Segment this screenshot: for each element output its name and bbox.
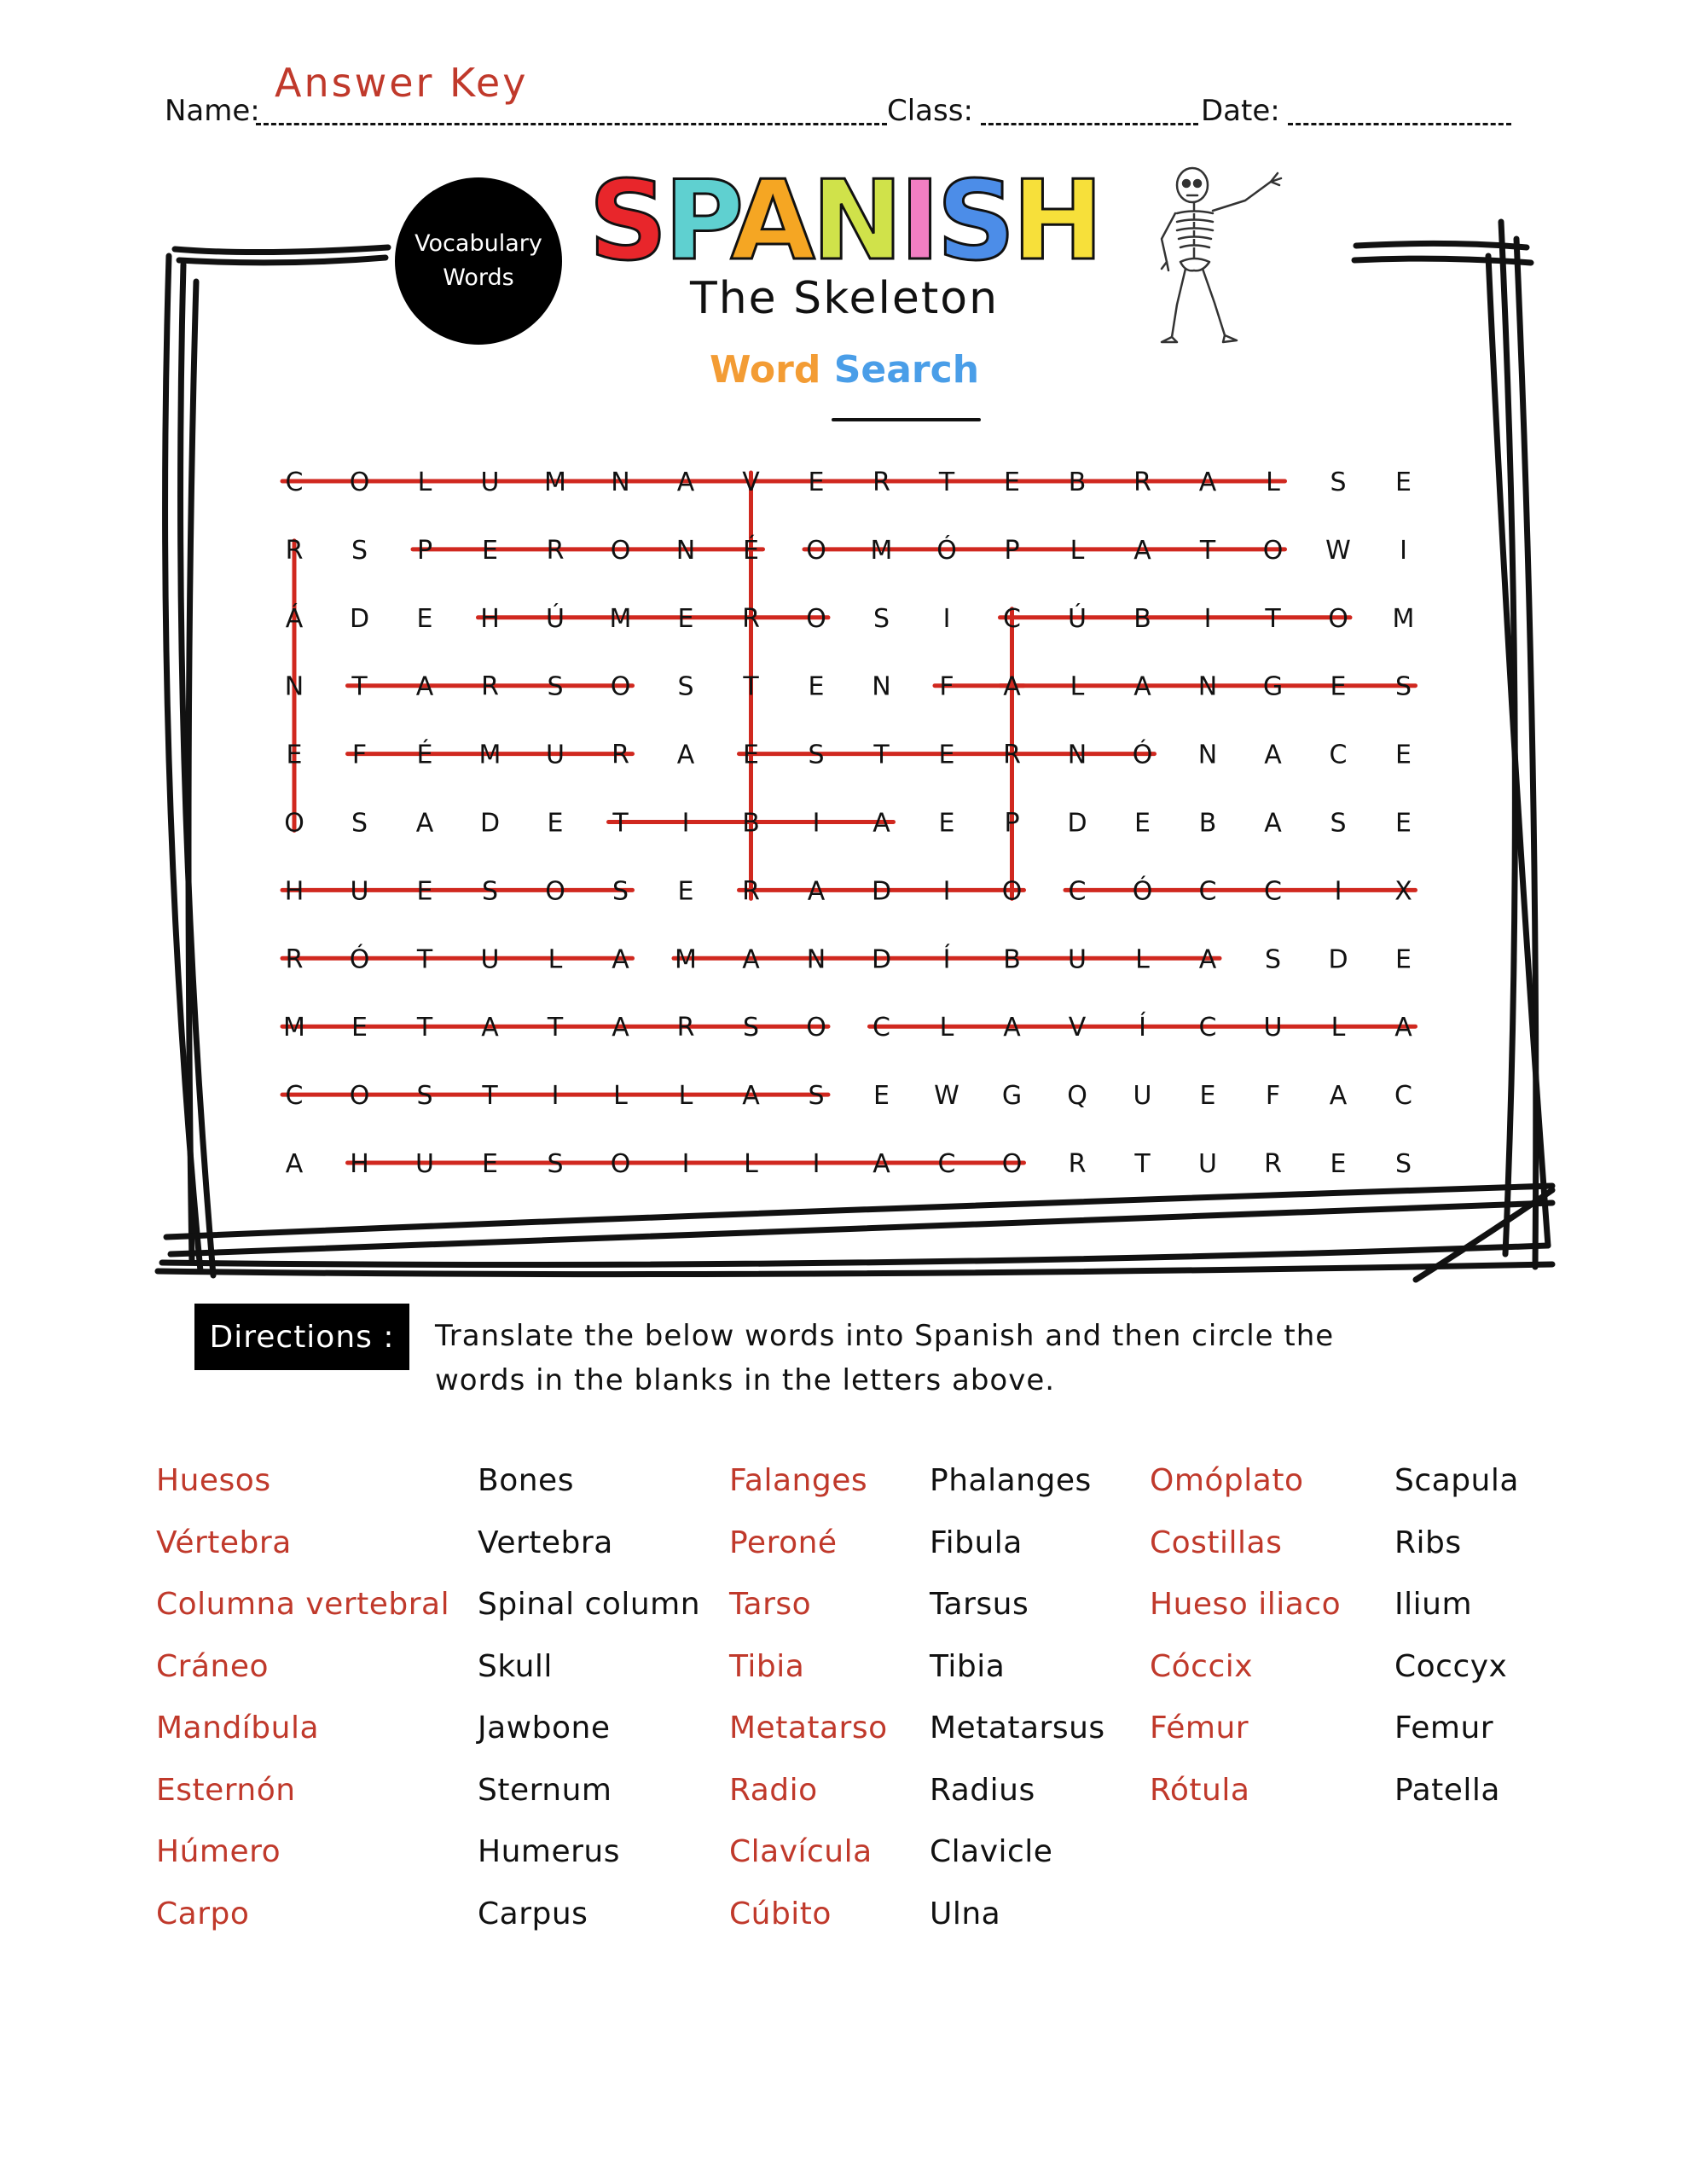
title-letter: I (899, 158, 937, 285)
grid-letter[interactable]: D (1328, 944, 1348, 975)
vocab-spanish-word: Radio (729, 1772, 818, 1808)
grid-letter[interactable]: E (873, 1081, 890, 1112)
vocab-col3-english (1394, 1450, 1519, 1821)
grid-letter[interactable]: I (551, 1081, 559, 1112)
grid-letter[interactable]: A (1198, 944, 1217, 975)
grid-letter[interactable]: I (942, 876, 951, 907)
vocab-spanish-word: Tarso (729, 1587, 812, 1622)
grid-letter[interactable]: T (351, 671, 368, 702)
grid-letter[interactable]: M (544, 468, 566, 497)
grid-letter[interactable]: R (285, 535, 304, 566)
vocab-english-word: Ulna (930, 1896, 1001, 1931)
date-label: Date: (1201, 94, 1280, 128)
vocab-english-word: Ilium (1394, 1587, 1473, 1622)
grid-letter[interactable]: R (481, 671, 499, 702)
grid-letter[interactable]: Ó (936, 535, 957, 566)
grid-letter[interactable]: O (349, 468, 370, 497)
grid-letter[interactable]: E (938, 740, 955, 770)
grid-letter[interactable]: L (678, 1081, 693, 1112)
vocab-col1-spanish (156, 1450, 449, 1945)
grid-letter[interactable]: C (1198, 1013, 1217, 1043)
grid-letter[interactable]: Ó (349, 944, 370, 975)
skeleton-icon (1143, 166, 1296, 350)
title-letter: P (664, 158, 731, 285)
grid-letter[interactable]: E (677, 603, 694, 634)
grid-letter[interactable]: Ó (1132, 876, 1153, 907)
grid-letter[interactable]: G (1001, 1081, 1023, 1112)
grid-letter[interactable]: D (349, 603, 370, 634)
grid-letter[interactable]: N (806, 944, 826, 975)
vocab-english-word: Tarsus (930, 1587, 1029, 1622)
grid-letter[interactable]: S (1264, 944, 1282, 975)
grid-letter[interactable]: P (416, 535, 433, 566)
vocab-col1-english (478, 1450, 700, 1945)
name-label: Name: (165, 94, 260, 128)
vocab-spanish-word: Tibia (729, 1648, 805, 1684)
vocab-english-word: Scapula (1394, 1463, 1519, 1498)
grid-letter[interactable]: S (1330, 468, 1347, 497)
vocab-english-word: Carpus (478, 1896, 588, 1931)
answer-key-label: Answer Key (275, 60, 529, 106)
grid-letter[interactable]: A (612, 944, 629, 975)
subtitle-the-skeleton: The Skeleton (689, 273, 1000, 324)
grid-letter[interactable]: O (284, 808, 304, 839)
grid-letter[interactable]: B (1133, 603, 1151, 634)
grid-letter[interactable]: A (742, 944, 760, 975)
grid-letter[interactable]: Ó (1132, 740, 1153, 770)
grid-letter[interactable]: S (547, 671, 564, 702)
title-letter: S (936, 158, 1012, 285)
grid-letter[interactable]: T (1134, 1149, 1151, 1179)
word-search-title (588, 348, 1100, 392)
grid-letter[interactable]: O (349, 1081, 370, 1112)
grid-letter[interactable]: S (1330, 808, 1347, 839)
word-label: Word (709, 348, 821, 392)
grid-letter[interactable]: L (548, 944, 563, 975)
grid-letter[interactable]: I (681, 1149, 690, 1179)
grid-letter[interactable]: M (870, 535, 893, 566)
grid-letter[interactable]: T (482, 1081, 498, 1112)
vocab-spanish-word: Rótula (1150, 1772, 1250, 1808)
vocab-col2-english (930, 1450, 1105, 1945)
grid-letter[interactable]: O (610, 535, 631, 566)
grid-letter[interactable]: S (612, 876, 629, 907)
grid-letter[interactable]: I (812, 1149, 820, 1179)
grid-letter[interactable]: M (283, 1013, 305, 1043)
grid-letter[interactable]: T (547, 1013, 564, 1043)
vocab-spanish-word: Vértebra (156, 1525, 292, 1560)
grid-letter[interactable]: B (1198, 808, 1217, 839)
grid-letter[interactable]: A (285, 1149, 304, 1179)
title-letter: S (588, 158, 664, 285)
grid-letter[interactable]: U (1133, 1081, 1152, 1112)
grid-letter[interactable]: A (1264, 808, 1282, 839)
grid-letter[interactable]: E (1004, 468, 1020, 497)
grid-letter[interactable]: S (808, 740, 825, 770)
grid-letter[interactable]: E (1395, 944, 1412, 975)
grid-letter[interactable]: R (1068, 1149, 1087, 1179)
grid-letter[interactable]: C (1068, 876, 1087, 907)
grid-letter[interactable]: E (416, 603, 433, 634)
grid-letter[interactable]: R (285, 944, 304, 975)
grid-letter[interactable]: D (871, 876, 892, 907)
grid-letter[interactable]: O (610, 671, 631, 702)
grid-letter[interactable]: C (937, 1149, 956, 1179)
grid-letter[interactable]: A (481, 1013, 499, 1043)
vocab-english-word: Skull (478, 1648, 553, 1684)
grid-letter[interactable]: N (284, 671, 304, 702)
grid-letter[interactable]: R (872, 468, 890, 497)
grid-letter[interactable]: B (1003, 944, 1021, 975)
grid-letter[interactable]: E (1395, 808, 1412, 839)
grid-letter[interactable]: S (351, 808, 368, 839)
grid-letter[interactable]: C (1394, 1081, 1412, 1112)
grid-letter[interactable]: A (676, 468, 695, 497)
grid-letter[interactable]: F (939, 671, 954, 702)
grid-letter[interactable]: E (677, 876, 694, 907)
grid-letter[interactable]: N (611, 468, 630, 497)
title-underline (832, 418, 981, 421)
grid-letter[interactable]: O (1328, 603, 1348, 634)
directions-text: Translate the below words into Spanish and then circle the words in the blanks in the letters above. (435, 1319, 1335, 1397)
grid-letter[interactable]: Q (1067, 1081, 1087, 1112)
grid-letter[interactable]: B (1068, 468, 1087, 497)
grid-letter[interactable]: L (1330, 1013, 1346, 1043)
title-spanish (588, 158, 1100, 285)
vocab-english-word: Fibula (930, 1525, 1023, 1560)
grid-letter[interactable]: E (808, 671, 825, 702)
vocab-english-word: Spinal column (478, 1587, 701, 1622)
grid-letter[interactable]: T (1265, 603, 1281, 634)
vocab-spanish-word: Metatarso (729, 1711, 888, 1745)
vocab-english-word: Ribs (1394, 1525, 1462, 1560)
grid-letter[interactable]: L (1070, 671, 1085, 702)
vocab-spanish-word: Peroné (729, 1525, 838, 1560)
grid-letter[interactable]: L (1266, 468, 1280, 497)
grid-letter[interactable]: L (939, 1013, 954, 1043)
grid-letter[interactable]: A (415, 671, 434, 702)
grid-letter[interactable]: A (1133, 535, 1151, 566)
grid-letter[interactable]: C (285, 468, 304, 497)
grid-letter[interactable]: M (478, 740, 501, 770)
grid-letter[interactable]: A (1003, 1013, 1021, 1043)
grid-letter[interactable]: R (742, 603, 760, 634)
grid-letter[interactable]: R (1003, 740, 1021, 770)
grid-letter[interactable]: W (934, 1081, 959, 1112)
vocab-english-word: Vertebra (478, 1525, 613, 1560)
vocab-spanish-word: Húmero (156, 1834, 281, 1869)
grid-letter[interactable]: U (1198, 1149, 1217, 1179)
grid-letter[interactable]: D (479, 808, 501, 839)
grid-letter[interactable]: E (1134, 808, 1151, 839)
grid-letter[interactable]: Á (285, 603, 304, 634)
grid-letter[interactable]: N (1067, 740, 1087, 770)
grid-letter[interactable]: C (1198, 876, 1217, 907)
grid-letter[interactable]: W (1325, 535, 1351, 566)
vocab-spanish-word: Falanges (729, 1463, 868, 1498)
grid-letter[interactable]: L (1070, 535, 1085, 566)
vocab-english-word: Coccyx (1394, 1648, 1508, 1684)
grid-letter[interactable]: L (613, 1081, 628, 1112)
vocab-spanish-word: Cóccix (1150, 1648, 1254, 1684)
grid-letter[interactable]: U (350, 876, 369, 907)
grid-letter[interactable]: S (808, 1081, 825, 1112)
grid-letter[interactable]: I (812, 808, 820, 839)
grid-letter[interactable]: T (1199, 535, 1216, 566)
grid-letter[interactable]: S (742, 1013, 760, 1043)
vocab-col3-spanish (1150, 1450, 1341, 1821)
vocab-spanish-word: Columna vertebral (156, 1587, 450, 1622)
vocab-english-word: Clavicle (930, 1834, 1053, 1869)
vocabulary-words-badge (395, 177, 562, 345)
grid-letter[interactable]: E (1199, 1081, 1216, 1112)
vocab-english-word: Sternum (478, 1772, 612, 1808)
grid-letter[interactable]: U (1068, 944, 1087, 975)
grid-letter[interactable]: S (547, 1149, 564, 1179)
grid-letter[interactable]: S (1394, 671, 1412, 702)
grid-letter[interactable]: A (1264, 740, 1282, 770)
grid-letter[interactable]: D (1067, 808, 1087, 839)
badge-line-2: Words (443, 264, 514, 291)
grid-letter[interactable]: F (351, 740, 368, 770)
vocab-english-word: Patella (1394, 1772, 1500, 1808)
grid-letter[interactable]: T (416, 1013, 433, 1043)
grid-letter[interactable]: O (806, 603, 826, 634)
grid-letter[interactable]: U (480, 944, 500, 975)
grid-letter[interactable]: U (1263, 1013, 1283, 1043)
grid-letter[interactable]: L (1135, 944, 1150, 975)
grid-letter[interactable]: B (742, 808, 760, 839)
vocab-spanish-word: Esternón (156, 1772, 296, 1808)
grid-letter[interactable]: Í (942, 944, 951, 975)
grid-letter[interactable]: E (286, 740, 303, 770)
grid-letter[interactable]: P (1004, 535, 1020, 566)
grid-letter[interactable]: U (480, 468, 500, 497)
grid-letter[interactable]: S (1394, 1149, 1412, 1179)
title-letter: N (811, 158, 900, 285)
grid-letter[interactable]: E (808, 468, 825, 497)
grid-letter[interactable]: P (1004, 808, 1020, 839)
grid-letter[interactable]: I (681, 808, 690, 839)
grid-letter[interactable]: R (1264, 1149, 1282, 1179)
grid-letter[interactable]: T (612, 808, 629, 839)
grid-letter[interactable]: V (1068, 1013, 1087, 1043)
vocab-spanish-word: Cráneo (156, 1648, 269, 1684)
grid-letter[interactable]: O (1001, 1149, 1023, 1179)
grid-letter[interactable]: R (742, 876, 760, 907)
grid-letter[interactable]: T (743, 671, 759, 702)
grid-letter[interactable]: E (482, 535, 498, 566)
grid-letter[interactable]: T (873, 740, 890, 770)
vocab-english-word: Jawbone (478, 1711, 611, 1745)
answer-strike-lines (282, 473, 1416, 1163)
vocab-english-word: Radius (930, 1772, 1035, 1808)
grid-letter[interactable]: O (806, 535, 826, 566)
grid-letter[interactable]: O (545, 876, 565, 907)
grid-letter[interactable]: E (743, 740, 759, 770)
grid-letter[interactable]: Ú (546, 603, 565, 634)
grid-letter[interactable]: E (938, 808, 955, 839)
grid-letter[interactable]: O (806, 1013, 826, 1043)
grid-letter[interactable]: A (612, 1013, 629, 1043)
grid-letter[interactable]: O (1001, 876, 1023, 907)
grid-letter[interactable]: E (547, 808, 564, 839)
grid-letter[interactable]: Í (1139, 1013, 1146, 1043)
grid-letter[interactable]: D (871, 944, 892, 975)
grid-letter[interactable]: U (546, 740, 565, 770)
grid-letter[interactable]: A (872, 1149, 890, 1179)
grid-letter[interactable]: T (938, 468, 955, 497)
grid-letter[interactable]: E (1395, 740, 1412, 770)
grid-letter[interactable]: E (351, 1013, 368, 1043)
grid-letter[interactable]: A (415, 808, 434, 839)
vocab-spanish-word: Costillas (1150, 1525, 1283, 1560)
grid-letter[interactable]: A (1003, 671, 1021, 702)
grid-letter[interactable]: C (1003, 603, 1021, 634)
vocab-spanish-word: Fémur (1150, 1711, 1249, 1745)
grid-letter[interactable]: N (675, 535, 696, 566)
grid-letter[interactable]: R (676, 1013, 695, 1043)
grid-letter[interactable]: S (351, 535, 368, 566)
grid-letter[interactable]: V (742, 468, 760, 497)
grid-letter[interactable]: A (1133, 671, 1151, 702)
grid-letter[interactable]: A (1198, 468, 1217, 497)
grid-letter[interactable]: C (872, 1013, 890, 1043)
vocab-spanish-word: Huesos (156, 1463, 271, 1498)
vocab-english-word: Bones (478, 1463, 574, 1498)
grid-letter[interactable]: H (284, 876, 304, 907)
grid-letter[interactable]: R (1133, 468, 1151, 497)
grid-letter[interactable]: I (1400, 535, 1407, 566)
grid-letter[interactable]: C (285, 1081, 304, 1112)
grid-letter[interactable]: E (1330, 1149, 1347, 1179)
grid-letter[interactable]: C (1329, 740, 1348, 770)
grid-letter[interactable]: N (872, 671, 891, 702)
directions-label: Directions : (194, 1304, 409, 1370)
grid-letter[interactable]: L (417, 468, 432, 497)
grid-letter[interactable]: H (480, 603, 500, 634)
grid-letter[interactable]: C (1264, 876, 1282, 907)
grid-letter[interactable]: M (675, 944, 697, 975)
vocab-english-word: Humerus (478, 1834, 620, 1869)
grid-letter[interactable]: I (942, 603, 951, 634)
grid-letter[interactable]: R (612, 740, 629, 770)
vocab-spanish-word: Omóplato (1150, 1463, 1304, 1498)
vocab-spanish-word: Clavícula (729, 1834, 872, 1869)
vocab-spanish-word: Cúbito (729, 1896, 832, 1931)
grid-letter[interactable]: G (1262, 671, 1284, 702)
grid-letter[interactable]: I (1203, 603, 1212, 634)
grid-letter[interactable]: O (610, 1149, 631, 1179)
grid-letter[interactable]: A (1329, 1081, 1348, 1112)
vocab-spanish-word: Mandíbula (156, 1711, 320, 1745)
grid-letter[interactable]: A (872, 808, 890, 839)
grid-letter[interactable]: F (1265, 1081, 1281, 1112)
grid-letter[interactable]: R (546, 535, 565, 566)
grid-letter[interactable]: A (742, 1081, 760, 1112)
grid-letter[interactable]: Ú (1068, 603, 1087, 634)
grid-letter[interactable]: É (416, 740, 433, 770)
vocab-english-word: Phalanges (930, 1463, 1092, 1498)
vocab-english-word: Femur (1394, 1711, 1494, 1745)
grid-letter[interactable]: S (677, 671, 694, 702)
badge-line-1: Vocabulary (415, 230, 542, 257)
grid-letter[interactable]: H (350, 1149, 369, 1179)
grid-letter[interactable]: I (1334, 876, 1342, 907)
grid-letter[interactable]: N (1197, 671, 1218, 702)
grid-letter[interactable]: S (416, 1081, 433, 1112)
search-label: Search (833, 348, 980, 392)
grid-letter[interactable]: S (481, 876, 499, 907)
grid-letter[interactable]: E (1395, 468, 1412, 497)
grid-letter[interactable]: U (415, 1149, 434, 1179)
title-letter: H (1012, 158, 1100, 285)
grid-letter[interactable]: T (416, 944, 433, 975)
grid-letter[interactable]: E (1330, 671, 1347, 702)
grid-letter[interactable]: M (609, 603, 632, 634)
grid-letter[interactable]: O (1262, 535, 1284, 566)
grid-letter[interactable]: E (482, 1149, 498, 1179)
title-letter: A (730, 158, 812, 285)
grid-letter[interactable]: E (416, 876, 433, 907)
class-label: Class: (887, 94, 973, 128)
grid-letter[interactable]: É (743, 535, 759, 566)
vocab-col2-spanish (729, 1450, 888, 1945)
vocab-spanish-word: Carpo (156, 1896, 250, 1931)
grid-letter[interactable]: M (1392, 603, 1415, 634)
vocab-english-word: Metatarsus (930, 1711, 1105, 1745)
grid-letter[interactable]: A (676, 740, 695, 770)
grid-letter[interactable]: A (807, 876, 826, 907)
vocab-english-word: Tibia (930, 1648, 1006, 1684)
grid-letter[interactable]: S (872, 603, 890, 634)
grid-letter[interactable]: X (1394, 876, 1412, 907)
grid-letter[interactable]: L (744, 1149, 758, 1179)
grid-letter[interactable]: N (1197, 740, 1218, 770)
vocab-spanish-word: Hueso iliaco (1150, 1587, 1342, 1622)
grid-letter[interactable]: A (1394, 1013, 1412, 1043)
